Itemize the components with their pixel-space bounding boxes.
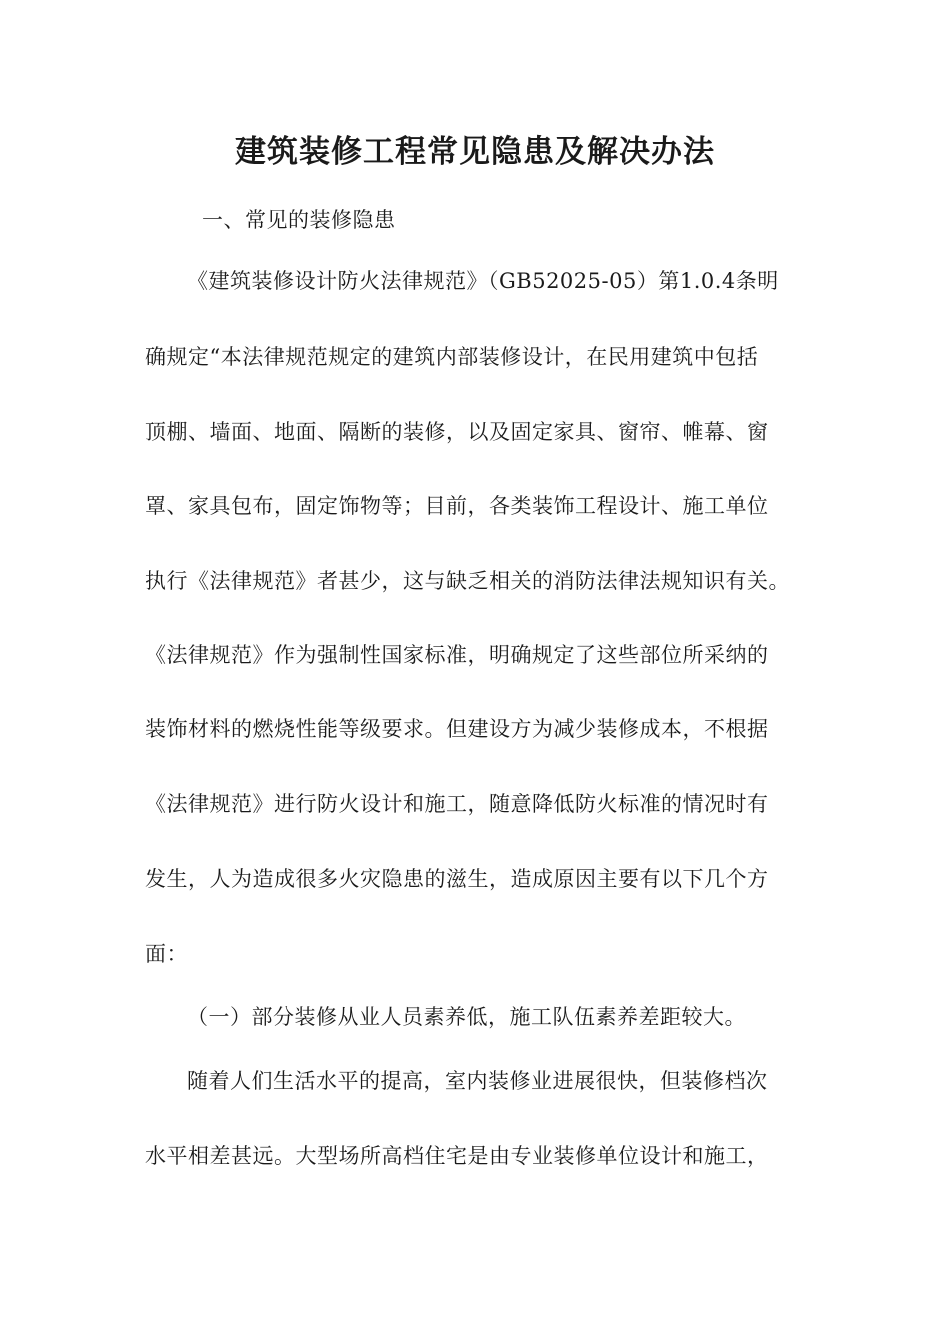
document-title: 建筑装修工程常见隐患及解决办法	[235, 134, 715, 170]
paragraph-line: 装饰材料的燃烧性能等级要求。但建设方为减少装修成本，不根据	[145, 717, 769, 741]
paragraph-line: 罩、家具包布，固定饰物等；目前，各类装饰工程设计、施工单位	[145, 494, 769, 518]
section-heading: 一、常见的装修隐患	[202, 208, 396, 232]
paragraph-line: 《建筑装修设计防火法律规范》（GB52025-05）第1.0.4条明	[187, 269, 779, 293]
paragraph-line: 《法律规范》作为强制性国家标准，明确规定了这些部位所采纳的	[145, 643, 769, 667]
paragraph-line: 执行《法律规范》者甚少，这与缺乏相关的消防法律法规知识有关。	[145, 569, 790, 593]
paragraph-line: 确规定“本法律规范规定的建筑内部装修设计，在民用建筑中包括	[145, 345, 759, 369]
paragraph-line: 随着人们生活水平的提高，室内装修业进展很快，但装修档次	[187, 1069, 768, 1093]
paragraph-line: 《法律规范》进行防火设计和施工，随意降低防火标准的情况时有	[145, 792, 769, 816]
paragraph-line: 发生，人为造成很多火灾隐患的滋生，造成原因主要有以下几个方	[145, 867, 769, 891]
subsection-heading: （一）部分装修从业人员素养低，施工队伍素养差距较大。	[187, 1005, 746, 1029]
paragraph-line: 面：	[145, 942, 188, 966]
paragraph-line: 顶棚、墙面、地面、隔断的装修，以及固定家具、窗帘、帷幕、窗	[145, 420, 769, 444]
paragraph-line: 水平相差甚远。大型场所高档住宅是由专业装修单位设计和施工，	[145, 1144, 769, 1168]
